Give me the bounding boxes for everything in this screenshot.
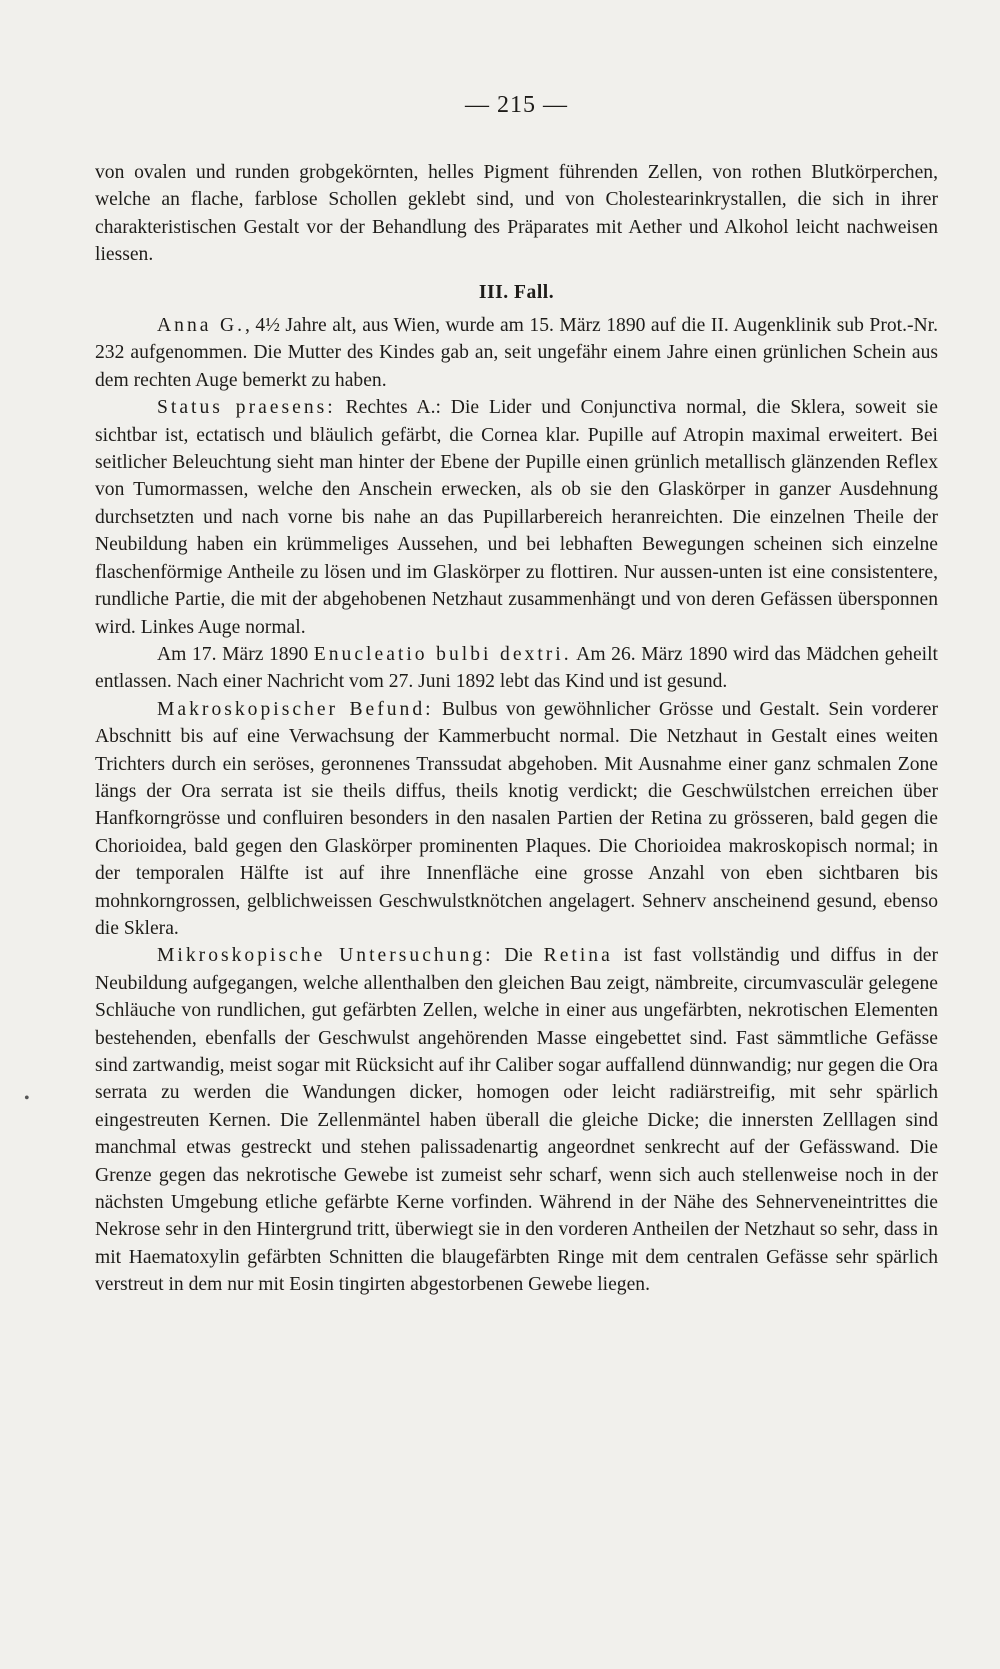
patient-name: Anna G. — [157, 315, 245, 337]
enucleatio-after: Am 26. März 1890 wird das Mädchen geheilt entlassen. Nach einer Nachricht vom 27. Juni 1892 lebt das Kind und ist gesund. — [95, 643, 938, 693]
mikro-retina: Retina — [543, 945, 613, 967]
enucleatio-before: Am 17. März 1890 — [157, 643, 314, 665]
status-paragraph — [95, 394, 938, 641]
case-intro-text: , 4½ Jahre alt, aus Wien, wurde am 15. März 1890 auf die II. Augenklinik sub Prot.-Nr. 232 aufgenommen. Die Mutter des Kindes gab an, seit ungefähr einem Jahre einen grünlichen Schein aus dem rechten Auge bemerkt zu haben. — [95, 315, 939, 391]
mikro-label: Mikroskopische Untersuchung: — [157, 945, 494, 967]
case-intro-paragraph — [95, 312, 938, 394]
makro-text: Bulbus von gewöhnlicher Grösse und Gestalt. Sein vorderer Abschnitt bis auf eine Verwachsung der Kammerbucht normal. Die Netzhaut in Gestalt eines weiten Trichters durch ein seröses, geronnenes Transsudat abgehoben. Mit Ausnahme einer ganz schmalen Zone längs der Ora serrata ist sie theils diffus, theils knotig verdickt; die Geschwülstchen erreichen über Hanfkorngrösse und confluiren besonders in den nasalen Partien der Retina zu grösseren, bald gegen die Chorioidea, bald gegen den Glaskörper prominenten Plaques. Die Chorioidea makroskopisch normal; in der temporalen Hälfte ist auf ihre Innenfläche eine grosse Anzahl von eben sichtbaren bis mohnkorngrossen, gelblichweissen Geschwulstknötchen angelagert. Sehnerv anscheinend gesund, ebenso die Sklera. — [95, 698, 938, 939]
mikro-paragraph — [95, 942, 938, 1298]
mikro-text: ist fast vollständig und diffus in der Neubildung aufgegangen, welche allenthalben den gleichen Bau zeigt, nämbreite, circumvasculär gelegene Schläuche von rundlichen, gut gefärbten Zellen, welche in einer aus ungefärbten, nekrotischen Elementen bestehenden, ebenfalls der Geschwulst angehörenden Masse eingebettet sind. Fast sämmtliche Gefässe sind zartwandig, meist sogar mit Rücksicht auf ihr Caliber sogar auffallend dünnwandig; nur gegen die Ora serrata zu werden die Wandungen dicker, homogen oder leicht radiärstreifig, mit sehr spärlich eingestreuten Kernen. Die Zellenmäntel haben überall die gleiche Dicke; die innersten Zelllagen sind manchmal etwas gestreckt und stehen palissadenartig angeordnet senkrecht auf der Gefässwand. Die Grenze gegen das nekrotische Gewebe ist zumeist sehr scharf, wenn sich auch stellenweise noch in der nächsten Umgebung etliche gefärbte Kerne vorfinden. Während in der Nähe des Sehnerveneintrittes die Nekrose sehr in den Hintergrund tritt, überwiegt sie in den vorderen Antheilen der Netzhaut so sehr, dass in mit Haematoxylin gefärbten Schnitten die blaugefärbten Ringe mit dem centralen Gefässe sehr spärlich verstreut in dem nur mit Eosin tingirten abgestorbenen Gewebe liegen. — [95, 945, 938, 1296]
case-heading: III. Fall. — [478, 281, 555, 303]
margin-mark: • — [24, 1090, 30, 1107]
status-text: Rechtes A.: Die Lider und Conjunctiva normal, die Sklera, soweit sie sichtbar ist, ectatisch und bläulich gefärbt, die Cornea klar. Pupille auf Atropin maximal erweitert. Bei seitlicher Beleuchtung sieht man hinter der Ebene der Pupille einen grünlich metallisch glänzenden Reflex von Tumormassen, welche den Anschein erwecken, als ob sie den Glaskörper in ganzer Ausdehnung durchsetzten und nach vorne bis nahe an das Pupillarbereich heranreichten. Die einzelnen Theile der Neubildung haben ein krümmeliges Aussehen, und bei lebhaften Bewegungen scheinen sich einzelne flaschenförmige Antheile zu lösen und im Glaskörper zu flottiren. Nur aussen-unten ist eine consistentere, rundliche Partie, die mit der abgehobenen Netzhaut zusammenhängt und von deren Gefässen übersponnen wird. Linkes Auge normal. — [95, 397, 938, 638]
makro-label: Makroskopischer Befund: — [157, 698, 434, 720]
status-label: Status praesens: — [157, 397, 336, 419]
makro-paragraph — [95, 696, 938, 943]
enucleatio-label: Enucleatio bulbi dextri. — [313, 643, 572, 665]
enucleatio-paragraph — [95, 641, 938, 696]
mikro-mid: Die — [493, 945, 544, 967]
page-number: — 215 — — [465, 92, 568, 118]
intro-paragraph: von ovalen und runden grobgekörnten, helles Pigment führenden Zellen, von rothen Blutkörperchen, welche an flache, farblose Schollen geklebt sind, und von Cholestearinkrystallen, die sich in ihrer charakteristischen Gestalt vor der Behandlung des Präparates mit Aether und Alkohol leicht nachweisen liessen. — [95, 162, 938, 266]
document-body — [95, 159, 938, 1299]
